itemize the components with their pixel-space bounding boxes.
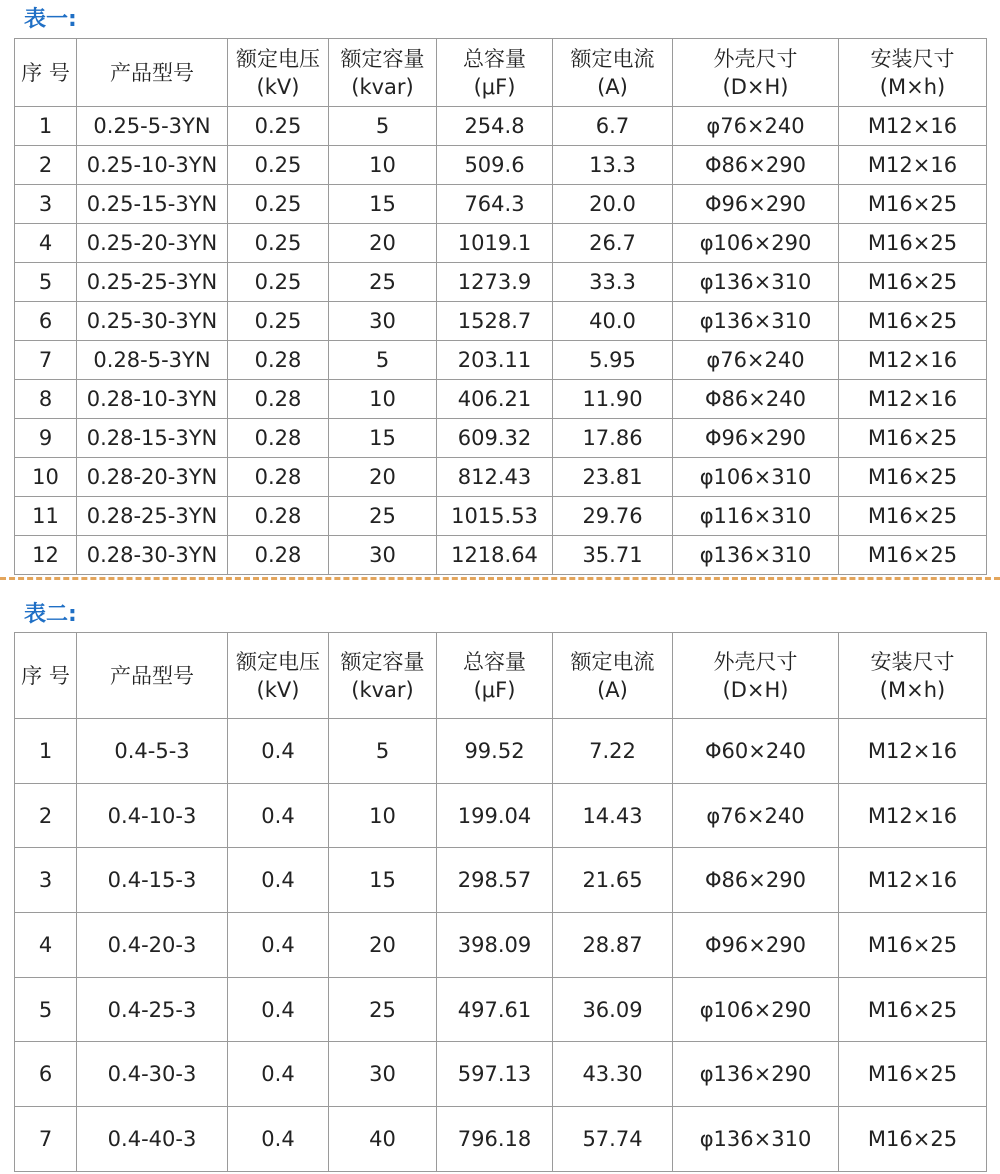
cell-mount-size: M12×16 bbox=[839, 107, 987, 146]
cell-capacity: 10 bbox=[329, 380, 437, 419]
header-label: 安装尺寸 bbox=[870, 46, 955, 71]
cell-mount-size: M16×25 bbox=[839, 185, 987, 224]
cell-voltage: 0.28 bbox=[228, 419, 329, 458]
header-cell-total-capacitance bbox=[437, 633, 553, 719]
cell-model: 0.25-10-3YN bbox=[77, 146, 228, 185]
header-cell-mount-size bbox=[839, 39, 987, 107]
table-row bbox=[15, 107, 987, 146]
cell-mount-size: M16×25 bbox=[839, 913, 987, 978]
cell-capacity: 20 bbox=[329, 913, 437, 978]
header-label: 产品型号 bbox=[110, 60, 194, 85]
cell-index: 1 bbox=[15, 719, 77, 784]
cell-total-capacitance: 406.21 bbox=[437, 380, 553, 419]
cell-voltage: 0.4 bbox=[228, 977, 329, 1042]
cell-mount-size: M16×25 bbox=[839, 224, 987, 263]
cell-model: 0.4-30-3 bbox=[77, 1042, 228, 1107]
cell-case-size: Φ96×290 bbox=[673, 419, 839, 458]
cell-index: 6 bbox=[15, 302, 77, 341]
cell-capacity: 10 bbox=[329, 146, 437, 185]
cell-total-capacitance: 597.13 bbox=[437, 1042, 553, 1107]
cell-index: 2 bbox=[15, 783, 77, 848]
table1-body bbox=[15, 107, 987, 575]
cell-case-size: φ76×240 bbox=[673, 107, 839, 146]
cell-voltage: 0.25 bbox=[228, 224, 329, 263]
cell-mount-size: M16×25 bbox=[839, 458, 987, 497]
cell-index: 4 bbox=[15, 913, 77, 978]
cell-voltage: 0.25 bbox=[228, 302, 329, 341]
cell-model: 0.28-5-3YN bbox=[77, 341, 228, 380]
cell-capacity: 15 bbox=[329, 185, 437, 224]
header-label: 外壳尺寸 bbox=[713, 649, 798, 674]
table-row bbox=[15, 458, 987, 497]
cell-index: 12 bbox=[15, 536, 77, 575]
header-unit: (kV) bbox=[256, 74, 300, 99]
cell-mount-size: M12×16 bbox=[839, 783, 987, 848]
cell-case-size: φ136×310 bbox=[673, 263, 839, 302]
section-divider bbox=[0, 577, 1000, 580]
table-row bbox=[15, 146, 987, 185]
cell-total-capacitance: 1528.7 bbox=[437, 302, 553, 341]
cell-capacity: 20 bbox=[329, 224, 437, 263]
cell-total-capacitance: 1218.64 bbox=[437, 536, 553, 575]
cell-model: 0.25-20-3YN bbox=[77, 224, 228, 263]
table-row bbox=[15, 536, 987, 575]
cell-voltage: 0.4 bbox=[228, 1107, 329, 1172]
cell-current: 26.7 bbox=[553, 224, 673, 263]
header-cell-capacity bbox=[329, 633, 437, 719]
cell-total-capacitance: 609.32 bbox=[437, 419, 553, 458]
cell-model: 0.4-40-3 bbox=[77, 1107, 228, 1172]
spec-table-2 bbox=[14, 632, 987, 1172]
cell-mount-size: M12×16 bbox=[839, 719, 987, 784]
cell-mount-size: M16×25 bbox=[839, 419, 987, 458]
cell-model: 0.25-25-3YN bbox=[77, 263, 228, 302]
table-header-row bbox=[15, 633, 987, 719]
cell-total-capacitance: 509.6 bbox=[437, 146, 553, 185]
header-cell-model bbox=[77, 39, 228, 107]
cell-voltage: 0.28 bbox=[228, 341, 329, 380]
table-row bbox=[15, 1042, 987, 1107]
cell-mount-size: M16×25 bbox=[839, 977, 987, 1042]
table-header-row bbox=[15, 39, 987, 107]
header-label: 安装尺寸 bbox=[870, 649, 955, 674]
header-unit: (A) bbox=[597, 677, 628, 702]
cell-voltage: 0.4 bbox=[228, 848, 329, 913]
table-row bbox=[15, 1107, 987, 1172]
cell-current: 36.09 bbox=[553, 977, 673, 1042]
table-row bbox=[15, 380, 987, 419]
cell-capacity: 5 bbox=[329, 719, 437, 784]
cell-voltage: 0.25 bbox=[228, 107, 329, 146]
cell-mount-size: M16×25 bbox=[839, 1042, 987, 1107]
cell-index: 1 bbox=[15, 107, 77, 146]
cell-capacity: 25 bbox=[329, 497, 437, 536]
header-label: 额定电流 bbox=[570, 649, 655, 674]
header-cell-model bbox=[77, 633, 228, 719]
cell-voltage: 0.25 bbox=[228, 185, 329, 224]
table-row bbox=[15, 302, 987, 341]
header-cell-case-size bbox=[673, 633, 839, 719]
cell-mount-size: M12×16 bbox=[839, 848, 987, 913]
cell-capacity: 25 bbox=[329, 263, 437, 302]
header-label: 额定电压 bbox=[236, 649, 320, 674]
header-cell-capacity bbox=[329, 39, 437, 107]
cell-model: 0.28-30-3YN bbox=[77, 536, 228, 575]
cell-current: 21.65 bbox=[553, 848, 673, 913]
header-label: 序 号 bbox=[21, 663, 70, 688]
cell-case-size: φ106×290 bbox=[673, 224, 839, 263]
cell-model: 0.28-10-3YN bbox=[77, 380, 228, 419]
header-cell-case-size bbox=[673, 39, 839, 107]
table-row bbox=[15, 913, 987, 978]
header-cell-voltage bbox=[228, 39, 329, 107]
header-cell-mount-size bbox=[839, 633, 987, 719]
header-unit: (A) bbox=[597, 74, 628, 99]
cell-voltage: 0.28 bbox=[228, 536, 329, 575]
cell-current: 43.30 bbox=[553, 1042, 673, 1107]
cell-case-size: Φ86×240 bbox=[673, 380, 839, 419]
cell-total-capacitance: 1273.9 bbox=[437, 263, 553, 302]
cell-total-capacitance: 1019.1 bbox=[437, 224, 553, 263]
header-label: 额定容量 bbox=[340, 46, 425, 71]
cell-model: 0.28-15-3YN bbox=[77, 419, 228, 458]
header-cell-voltage bbox=[228, 633, 329, 719]
cell-case-size: φ136×310 bbox=[673, 302, 839, 341]
cell-mount-size: M12×16 bbox=[839, 146, 987, 185]
header-cell-current bbox=[553, 39, 673, 107]
header-cell-total-capacitance bbox=[437, 39, 553, 107]
cell-current: 29.76 bbox=[553, 497, 673, 536]
header-label: 序 号 bbox=[21, 60, 70, 85]
cell-capacity: 30 bbox=[329, 1042, 437, 1107]
cell-mount-size: M16×25 bbox=[839, 497, 987, 536]
cell-total-capacitance: 812.43 bbox=[437, 458, 553, 497]
header-label: 额定电流 bbox=[570, 46, 655, 71]
table-row bbox=[15, 224, 987, 263]
header-label: 额定容量 bbox=[340, 649, 425, 674]
table2-title: 表二: bbox=[24, 602, 77, 627]
cell-voltage: 0.4 bbox=[228, 913, 329, 978]
header-unit: (M×h) bbox=[879, 677, 946, 702]
cell-capacity: 15 bbox=[329, 848, 437, 913]
cell-total-capacitance: 497.61 bbox=[437, 977, 553, 1042]
cell-index: 10 bbox=[15, 458, 77, 497]
cell-capacity: 5 bbox=[329, 107, 437, 146]
cell-capacity: 20 bbox=[329, 458, 437, 497]
header-unit: (kvar) bbox=[351, 677, 414, 702]
cell-current: 40.0 bbox=[553, 302, 673, 341]
cell-total-capacitance: 398.09 bbox=[437, 913, 553, 978]
cell-index: 8 bbox=[15, 380, 77, 419]
cell-case-size: Φ86×290 bbox=[673, 146, 839, 185]
cell-index: 3 bbox=[15, 185, 77, 224]
cell-case-size: Φ86×290 bbox=[673, 848, 839, 913]
header-label: 产品型号 bbox=[110, 663, 194, 688]
spec-table-1 bbox=[14, 38, 987, 575]
cell-current: 35.71 bbox=[553, 536, 673, 575]
cell-capacity: 30 bbox=[329, 536, 437, 575]
cell-case-size: φ136×310 bbox=[673, 536, 839, 575]
cell-voltage: 0.25 bbox=[228, 263, 329, 302]
cell-voltage: 0.4 bbox=[228, 783, 329, 848]
cell-current: 23.81 bbox=[553, 458, 673, 497]
cell-mount-size: M16×25 bbox=[839, 1107, 987, 1172]
header-unit: (kV) bbox=[256, 677, 300, 702]
table-row bbox=[15, 848, 987, 913]
cell-voltage: 0.4 bbox=[228, 1042, 329, 1107]
header-unit: (D×H) bbox=[722, 677, 789, 702]
header-label: 额定电压 bbox=[236, 46, 320, 71]
cell-current: 17.86 bbox=[553, 419, 673, 458]
header-cell-index bbox=[15, 633, 77, 719]
cell-current: 6.7 bbox=[553, 107, 673, 146]
cell-model: 0.25-5-3YN bbox=[77, 107, 228, 146]
cell-index: 5 bbox=[15, 263, 77, 302]
cell-index: 9 bbox=[15, 419, 77, 458]
cell-capacity: 5 bbox=[329, 341, 437, 380]
cell-mount-size: M12×16 bbox=[839, 380, 987, 419]
cell-current: 7.22 bbox=[553, 719, 673, 784]
table-row bbox=[15, 977, 987, 1042]
table1-title: 表一: bbox=[24, 7, 77, 32]
cell-mount-size: M12×16 bbox=[839, 341, 987, 380]
table-row bbox=[15, 497, 987, 536]
table-row bbox=[15, 263, 987, 302]
cell-mount-size: M16×25 bbox=[839, 263, 987, 302]
cell-model: 0.25-30-3YN bbox=[77, 302, 228, 341]
cell-total-capacitance: 99.52 bbox=[437, 719, 553, 784]
cell-voltage: 0.25 bbox=[228, 146, 329, 185]
cell-index: 3 bbox=[15, 848, 77, 913]
cell-total-capacitance: 764.3 bbox=[437, 185, 553, 224]
cell-current: 57.74 bbox=[553, 1107, 673, 1172]
cell-index: 6 bbox=[15, 1042, 77, 1107]
cell-index: 11 bbox=[15, 497, 77, 536]
cell-model: 0.4-15-3 bbox=[77, 848, 228, 913]
cell-index: 7 bbox=[15, 1107, 77, 1172]
cell-total-capacitance: 1015.53 bbox=[437, 497, 553, 536]
cell-case-size: φ106×310 bbox=[673, 458, 839, 497]
cell-current: 11.90 bbox=[553, 380, 673, 419]
cell-model: 0.28-25-3YN bbox=[77, 497, 228, 536]
table-row bbox=[15, 419, 987, 458]
cell-current: 33.3 bbox=[553, 263, 673, 302]
table-row bbox=[15, 185, 987, 224]
cell-case-size: Φ96×290 bbox=[673, 185, 839, 224]
header-label: 总容量 bbox=[463, 649, 526, 674]
table2-body bbox=[15, 719, 987, 1172]
cell-capacity: 30 bbox=[329, 302, 437, 341]
table-row bbox=[15, 783, 987, 848]
cell-case-size: φ116×310 bbox=[673, 497, 839, 536]
cell-case-size: φ136×310 bbox=[673, 1107, 839, 1172]
cell-voltage: 0.28 bbox=[228, 458, 329, 497]
header-unit: (M×h) bbox=[879, 74, 946, 99]
cell-case-size: φ76×240 bbox=[673, 341, 839, 380]
cell-current: 13.3 bbox=[553, 146, 673, 185]
cell-model: 0.28-20-3YN bbox=[77, 458, 228, 497]
cell-voltage: 0.28 bbox=[228, 497, 329, 536]
cell-voltage: 0.28 bbox=[228, 380, 329, 419]
cell-model: 0.4-25-3 bbox=[77, 977, 228, 1042]
cell-mount-size: M16×25 bbox=[839, 302, 987, 341]
cell-case-size: φ106×290 bbox=[673, 977, 839, 1042]
header-unit: (μF) bbox=[473, 74, 516, 99]
cell-voltage: 0.4 bbox=[228, 719, 329, 784]
cell-total-capacitance: 796.18 bbox=[437, 1107, 553, 1172]
cell-total-capacitance: 199.04 bbox=[437, 783, 553, 848]
header-label: 总容量 bbox=[463, 46, 526, 71]
cell-capacity: 15 bbox=[329, 419, 437, 458]
cell-current: 28.87 bbox=[553, 913, 673, 978]
table-row bbox=[15, 719, 987, 784]
header-unit: (kvar) bbox=[351, 74, 414, 99]
cell-total-capacitance: 254.8 bbox=[437, 107, 553, 146]
cell-model: 0.4-20-3 bbox=[77, 913, 228, 978]
cell-capacity: 40 bbox=[329, 1107, 437, 1172]
cell-total-capacitance: 203.11 bbox=[437, 341, 553, 380]
header-unit: (D×H) bbox=[722, 74, 789, 99]
cell-case-size: φ76×240 bbox=[673, 783, 839, 848]
header-unit: (μF) bbox=[473, 677, 516, 702]
cell-index: 7 bbox=[15, 341, 77, 380]
cell-total-capacitance: 298.57 bbox=[437, 848, 553, 913]
cell-index: 5 bbox=[15, 977, 77, 1042]
cell-index: 2 bbox=[15, 146, 77, 185]
header-cell-index bbox=[15, 39, 77, 107]
cell-capacity: 25 bbox=[329, 977, 437, 1042]
cell-current: 5.95 bbox=[553, 341, 673, 380]
header-cell-current bbox=[553, 633, 673, 719]
cell-case-size: φ136×290 bbox=[673, 1042, 839, 1107]
cell-current: 20.0 bbox=[553, 185, 673, 224]
header-label: 外壳尺寸 bbox=[713, 46, 798, 71]
cell-mount-size: M16×25 bbox=[839, 536, 987, 575]
cell-current: 14.43 bbox=[553, 783, 673, 848]
cell-capacity: 10 bbox=[329, 783, 437, 848]
table-row bbox=[15, 341, 987, 380]
cell-model: 0.4-5-3 bbox=[77, 719, 228, 784]
cell-case-size: Φ96×290 bbox=[673, 913, 839, 978]
cell-model: 0.25-15-3YN bbox=[77, 185, 228, 224]
cell-case-size: Φ60×240 bbox=[673, 719, 839, 784]
cell-index: 4 bbox=[15, 224, 77, 263]
cell-model: 0.4-10-3 bbox=[77, 783, 228, 848]
